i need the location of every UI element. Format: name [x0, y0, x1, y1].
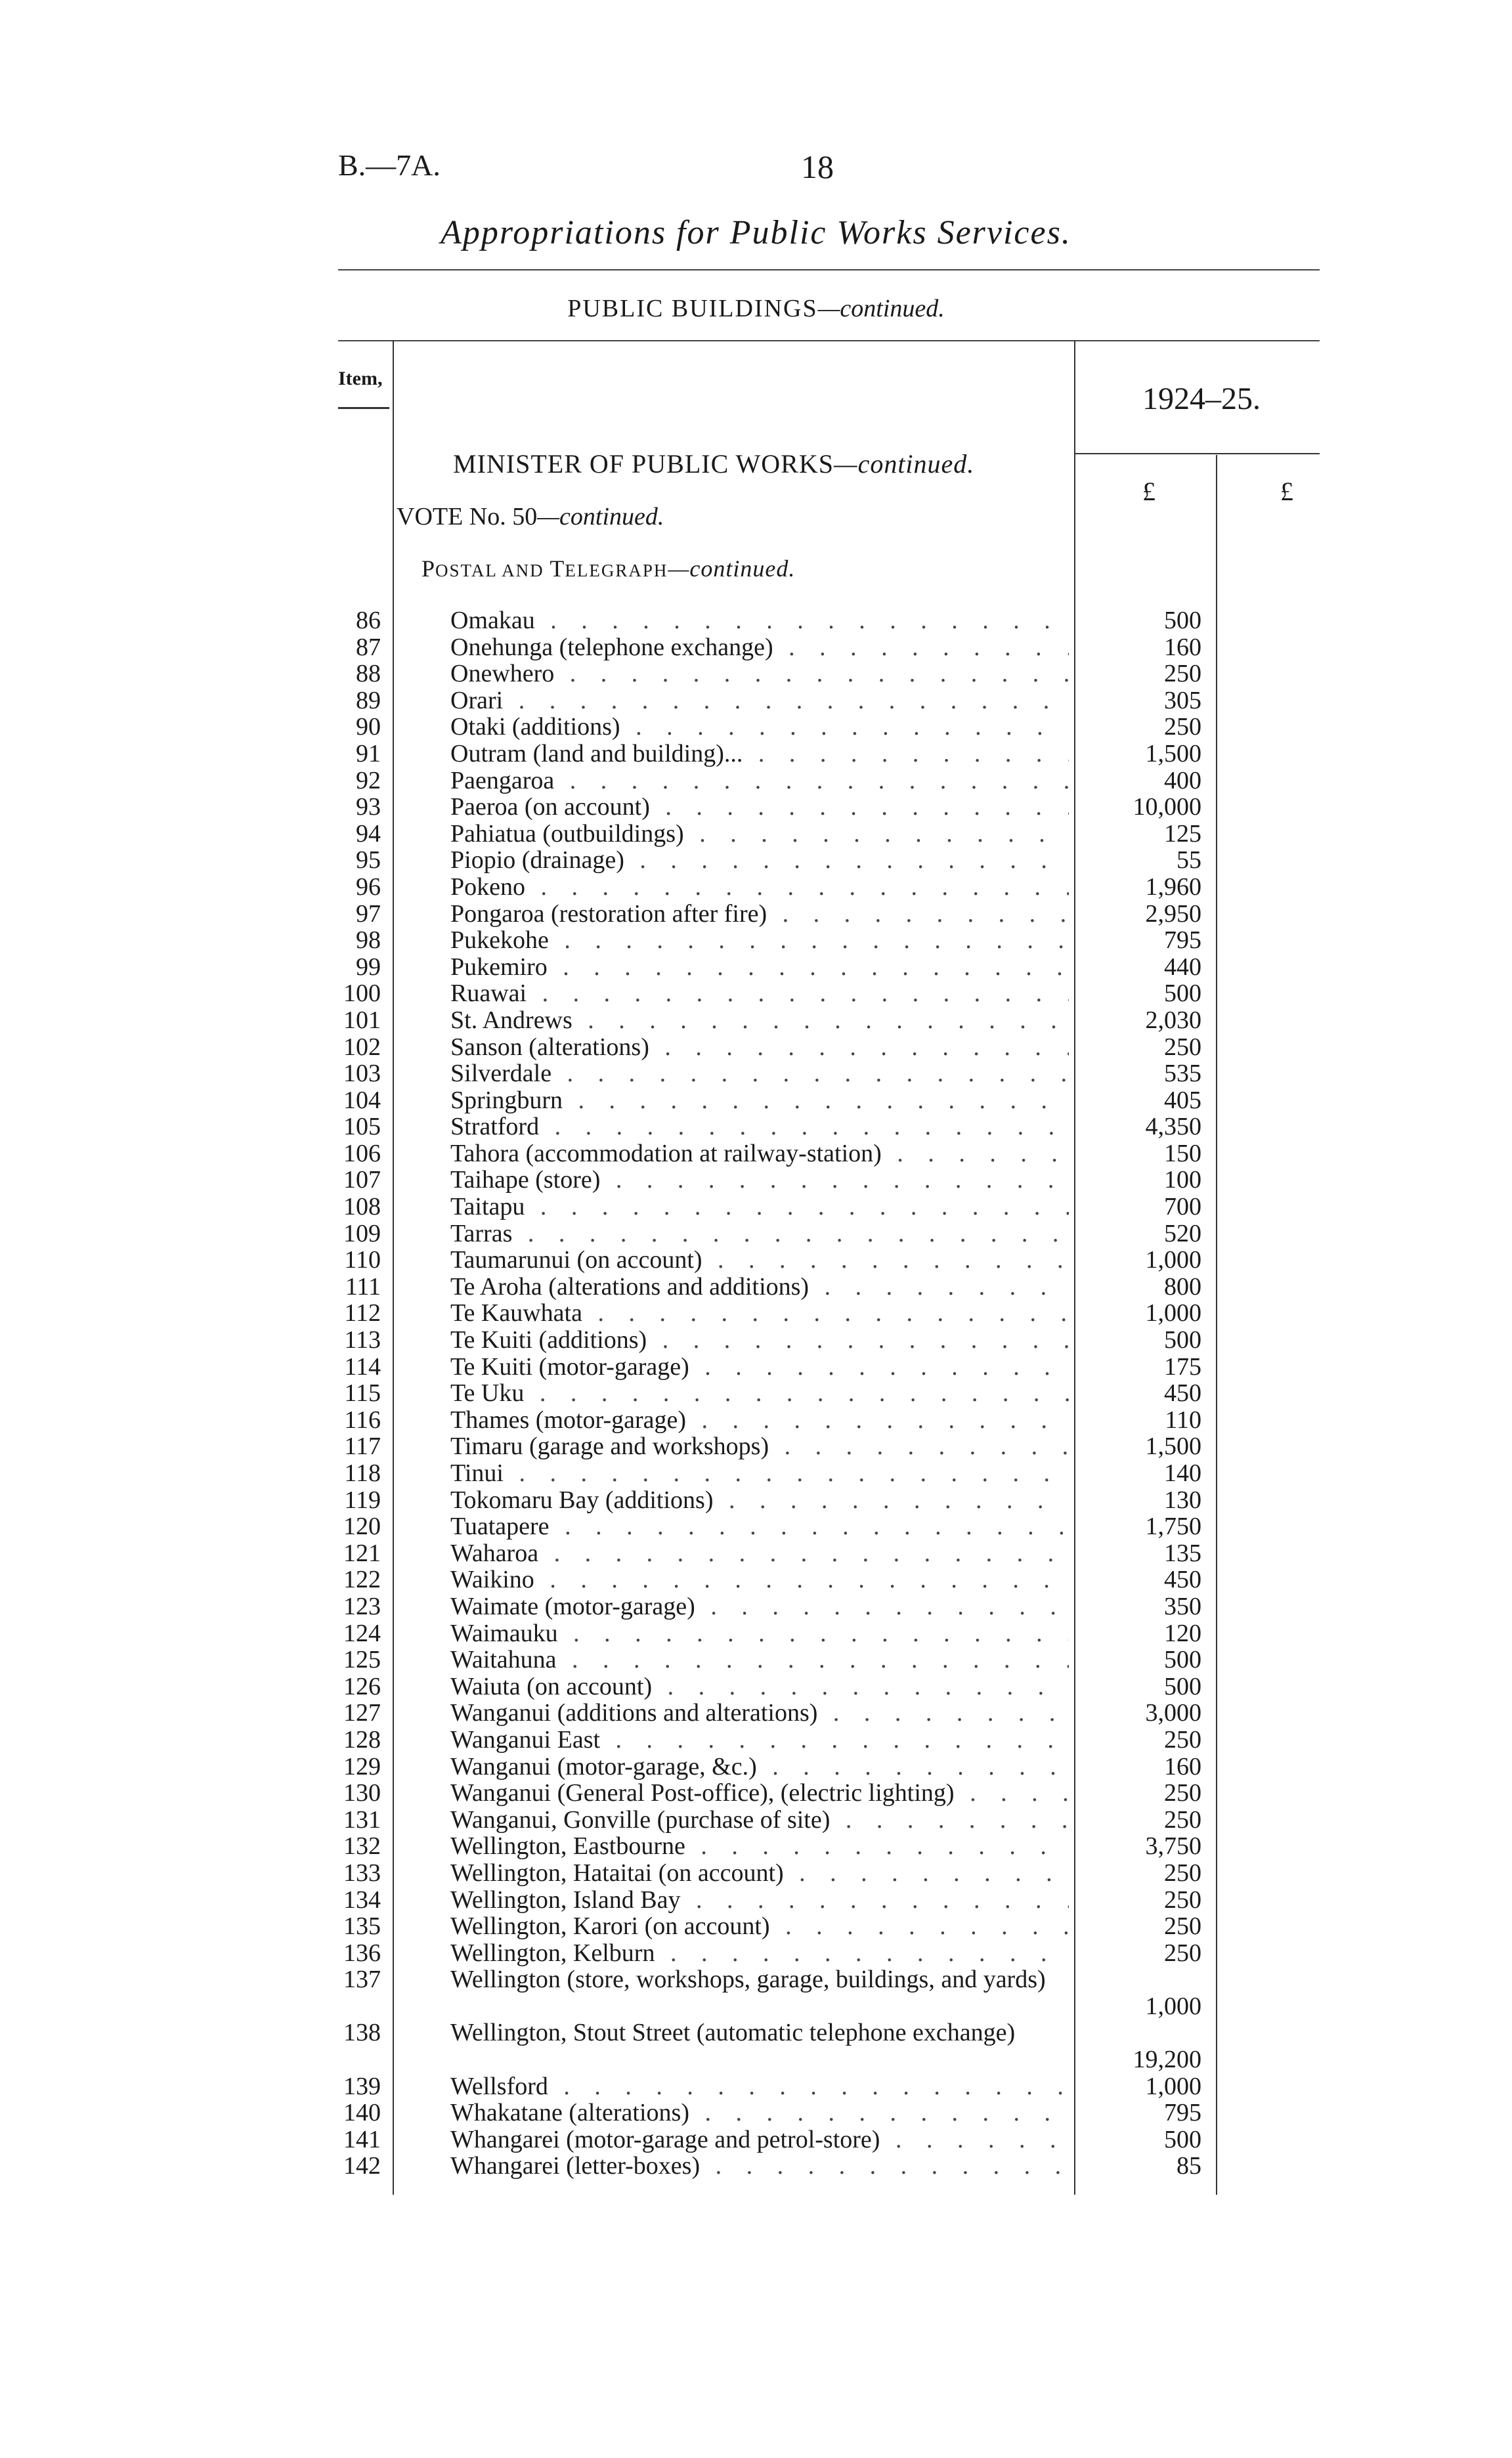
table-row [0, 1380, 1512, 1407]
table-row [0, 1220, 1512, 1247]
table-row [0, 1780, 1512, 1807]
item-number: 100 [343, 980, 381, 1008]
item-number: 111 [345, 1272, 381, 1301]
item-number: 140 [343, 2099, 381, 2127]
item-description: Wanganui (motor-garage, &c.) . . . [450, 1754, 1069, 1780]
table-row [0, 1673, 1512, 1700]
table-row [0, 1194, 1512, 1220]
item-number: 123 [343, 1592, 381, 1620]
item-amount: 1,000 [1145, 2072, 1201, 2100]
item-description: Tuatapere . . . [450, 1513, 1069, 1540]
item-amount: 250 [1164, 660, 1201, 688]
table-row [0, 927, 1512, 954]
title-rule [338, 269, 1320, 270]
item-description: Wanganui (General Post-office), (electric lighting) . . . [450, 1780, 1069, 1807]
item-number: 103 [343, 1060, 381, 1088]
item-amount: 250 [1164, 1886, 1201, 1914]
item-amount: 125 [1164, 819, 1201, 848]
item-description: Wellsford . . . [450, 2073, 1069, 2100]
item-number: 88 [356, 660, 381, 688]
item-number: 142 [343, 2152, 381, 2180]
item-amount: 700 [1164, 1193, 1201, 1221]
item-number: 95 [356, 846, 381, 874]
table-row [0, 1247, 1512, 1274]
item-description: Waiuta (on account) . . . [450, 1673, 1069, 1700]
item-number: 130 [343, 1779, 381, 1807]
item-number: 112 [344, 1299, 381, 1327]
item-description: Sanson (alterations) . . . [450, 1034, 1069, 1061]
table-row [0, 1060, 1512, 1087]
item-number: 90 [356, 713, 381, 741]
item-amount: 1,000 [1145, 1992, 1201, 2020]
item-amount: 55 [1177, 846, 1201, 874]
item-amount: 500 [1164, 980, 1201, 1008]
item-amount: 1,960 [1145, 873, 1201, 901]
item-description: Waharoa . . . [450, 1540, 1069, 1567]
table-row [0, 1327, 1512, 1354]
item-description: Wanganui East . . . [450, 1727, 1069, 1754]
item-description: Tahora (accommodation at railway-station) . . . [450, 1140, 1069, 1167]
item-description: Te Aroha (alterations and additions) . . . [450, 1274, 1069, 1301]
table-row [0, 874, 1512, 901]
table-row [0, 1540, 1512, 1567]
table-row [0, 1940, 1512, 1967]
item-description: Otaki (additions) . . . [450, 714, 1069, 741]
item-description: Waimate (motor-garage) . . . [450, 1593, 1069, 1620]
item-header-underline [338, 407, 389, 409]
item-number: 122 [343, 1566, 381, 1594]
item-amount: 1,500 [1145, 1433, 1201, 1461]
item-amount: 85 [1177, 2152, 1201, 2180]
item-description: Tinui . . . [450, 1460, 1069, 1487]
item-number: 92 [356, 766, 381, 794]
item-description: Waimauku . . . [450, 1620, 1069, 1647]
item-description: Tokomaru Bay (additions) . . . [450, 1487, 1069, 1514]
table-row [0, 1354, 1512, 1381]
minister-heading: MINISTER OF PUBLIC WORKS—continued. [453, 449, 975, 479]
table-row [0, 1274, 1512, 1301]
page-number: 18 [801, 148, 834, 185]
table-row [0, 1140, 1512, 1167]
item-number: 126 [343, 1672, 381, 1700]
table-top-rule [338, 340, 1320, 341]
table-row [0, 954, 1512, 981]
item-description: Taitapu . . . [450, 1194, 1069, 1220]
item-amount: 795 [1164, 2099, 1201, 2127]
item-amount: 4,350 [1145, 1113, 1201, 1141]
year-rule [1074, 453, 1320, 454]
table-row [0, 1593, 1512, 1620]
item-number: 87 [356, 633, 381, 661]
item-amount: 250 [1164, 1805, 1201, 1834]
item-amount: 130 [1164, 1486, 1201, 1514]
item-description: Stratford . . . [450, 1113, 1069, 1140]
item-number: 96 [356, 873, 381, 901]
item-amount: 160 [1164, 633, 1201, 661]
item-number: 129 [343, 1752, 381, 1780]
table-row [0, 821, 1512, 848]
table-row [0, 634, 1512, 661]
item-number: 136 [343, 1939, 381, 1967]
table-row [0, 1913, 1512, 1940]
item-description: Pukekohe . . . [450, 927, 1069, 954]
item-amount: 250 [1164, 1779, 1201, 1807]
item-description: Orari . . . [450, 687, 1069, 714]
item-number: 94 [356, 819, 381, 848]
item-description: Te Kuiti (additions) . . . [450, 1327, 1069, 1354]
item-amount: 250 [1164, 1033, 1201, 1061]
item-number: 98 [356, 926, 381, 955]
item-description: Piopio (drainage) . . . [450, 847, 1069, 874]
item-amount: 440 [1164, 953, 1201, 981]
item-amount: 3,000 [1145, 1699, 1201, 1727]
item-number: 125 [343, 1646, 381, 1674]
table-row [0, 741, 1512, 767]
table-row [0, 2126, 1512, 2153]
table-row [0, 1887, 1512, 1914]
item-amount: 400 [1164, 766, 1201, 794]
item-description: Waitahuna . . . [450, 1647, 1069, 1673]
item-description: Whakatane (alterations) . . . [450, 2100, 1069, 2126]
item-description: Wellington, Karori (on account) . . . [450, 1913, 1069, 1940]
item-description: Pahiatua (outbuildings) . . . [450, 821, 1069, 848]
item-amount: 250 [1164, 1859, 1201, 1887]
item-amount: 500 [1164, 1326, 1201, 1354]
item-description: Pukemiro . . . [450, 954, 1069, 981]
item-number: 104 [343, 1086, 381, 1114]
item-amount: 795 [1164, 926, 1201, 955]
item-number: 102 [343, 1033, 381, 1061]
item-number: 138 [343, 2019, 381, 2047]
item-number: 107 [343, 1166, 381, 1194]
item-amount: 160 [1164, 1752, 1201, 1780]
item-number: 110 [344, 1246, 381, 1274]
item-description: St. Andrews . . . [450, 1007, 1069, 1034]
item-number: 115 [344, 1379, 381, 1408]
item-number: 141 [343, 2125, 381, 2153]
item-number: 108 [343, 1193, 381, 1221]
item-number: 124 [343, 1619, 381, 1647]
item-number: 97 [356, 899, 381, 928]
item-amount: 135 [1164, 1539, 1201, 1567]
currency-header-1: £ [1142, 477, 1156, 506]
section-heading: PUBLIC BUILDINGS—continued. [567, 295, 945, 322]
item-amount: 1,000 [1145, 1246, 1201, 1274]
table-row [0, 2100, 1512, 2126]
table-row [0, 1113, 1512, 1140]
item-amount: 500 [1164, 607, 1201, 634]
item-description: Whangarei (letter-boxes) . . . [450, 2153, 1069, 2180]
table-row [0, 2153, 1512, 2180]
table-row [0, 847, 1512, 874]
item-description: Taumarunui (on account) . . . [450, 1247, 1069, 1274]
document-reference: B.—7A. [338, 148, 441, 182]
item-amount: 3,750 [1145, 1832, 1201, 1861]
item-number: 105 [343, 1113, 381, 1141]
item-description: Thames (motor-garage) . . . [450, 1407, 1069, 1434]
item-amount: 305 [1164, 686, 1201, 714]
item-description: Tarras . . . [450, 1220, 1069, 1247]
item-number: 120 [343, 1513, 381, 1541]
item-amount: 250 [1164, 1725, 1201, 1754]
subsection-heading: POSTAL AND TELEGRAPH—continued. [421, 555, 796, 582]
table-row [0, 687, 1512, 714]
item-description: Pongaroa (restoration after fire) . . . [450, 901, 1069, 928]
table-row [0, 714, 1512, 741]
table-row [0, 1620, 1512, 1647]
item-number: 121 [343, 1539, 381, 1567]
item-description: Wellington, Stout Street (automatic telephone exchange) [450, 2019, 1016, 2047]
table-row [0, 607, 1512, 634]
table-row [0, 2019, 1512, 2073]
item-amount: 405 [1164, 1086, 1201, 1114]
item-number: 101 [343, 1006, 381, 1034]
table-row [0, 1727, 1512, 1754]
item-description: Wellington, Island Bay . . . [450, 1887, 1069, 1914]
item-amount: 350 [1164, 1592, 1201, 1620]
item-amount: 520 [1164, 1219, 1201, 1247]
item-number: 91 [356, 739, 381, 767]
item-amount: 19,200 [1133, 2046, 1201, 2074]
item-number: 86 [356, 607, 381, 634]
table-row [0, 1700, 1512, 1727]
item-number: 134 [343, 1886, 381, 1914]
table-row [0, 767, 1512, 794]
table-row [0, 794, 1512, 821]
page-title: Appropriations for Public Works Services. [441, 214, 1071, 251]
item-number: 117 [344, 1433, 381, 1461]
item-number: 93 [356, 793, 381, 821]
item-description: Wellington, Eastbourne . . . [450, 1833, 1069, 1860]
table-row [0, 1566, 1512, 1593]
item-description: Te Uku . . . [450, 1380, 1069, 1407]
item-amount: 500 [1164, 1672, 1201, 1700]
item-description: Waikino . . . [450, 1566, 1069, 1593]
item-number: 131 [343, 1805, 381, 1834]
item-amount: 535 [1164, 1060, 1201, 1088]
item-amount: 1,500 [1145, 739, 1201, 767]
item-description: Wellington, Kelburn . . . [450, 1940, 1069, 1967]
table-row [0, 1860, 1512, 1887]
item-amount: 800 [1164, 1272, 1201, 1301]
item-number: 135 [343, 1912, 381, 1941]
item-amount: 250 [1164, 1912, 1201, 1941]
item-description: Onewhero . . . [450, 660, 1069, 687]
table-row [0, 1407, 1512, 1434]
item-description: Timaru (garage and workshops) . . . [450, 1433, 1069, 1460]
item-description: Omakau . . . [450, 607, 1069, 634]
item-amount: 100 [1164, 1166, 1201, 1194]
item-amount: 110 [1165, 1406, 1201, 1434]
item-number: 119 [344, 1486, 381, 1514]
table-row [0, 1833, 1512, 1860]
item-description: Te Kauwhata . . . [450, 1300, 1069, 1327]
item-amount: 2,030 [1145, 1006, 1201, 1034]
item-amount: 500 [1164, 2125, 1201, 2153]
item-number: 137 [343, 1966, 381, 1994]
item-amount: 120 [1164, 1619, 1201, 1647]
item-amount: 140 [1164, 1459, 1201, 1487]
item-number: 113 [344, 1326, 381, 1354]
item-amount: 175 [1164, 1352, 1201, 1381]
table-row [0, 1754, 1512, 1780]
item-amount: 2,950 [1145, 899, 1201, 928]
item-number: 116 [344, 1406, 381, 1434]
item-amount: 450 [1164, 1566, 1201, 1594]
item-number: 133 [343, 1859, 381, 1887]
table-row [0, 1460, 1512, 1487]
item-description: Wellington (store, workshops, garage, buildings, and yards) [450, 1966, 1046, 1993]
item-amount: 450 [1164, 1379, 1201, 1408]
item-description: Silverdale . . . [450, 1060, 1069, 1087]
item-description: Onehunga (telephone exchange) . . . [450, 634, 1069, 661]
item-description: Taihape (store) . . . [450, 1167, 1069, 1194]
item-number: 114 [344, 1352, 381, 1381]
item-number: 132 [343, 1832, 381, 1861]
item-amount: 1,750 [1145, 1513, 1201, 1541]
item-number: 127 [343, 1699, 381, 1727]
item-description: Outram (land and building)... . . . [450, 741, 1069, 767]
year-header: 1924–25. [1142, 381, 1261, 416]
item-description: Springburn . . . [450, 1087, 1069, 1114]
item-description: Wanganui (additions and alterations) . . . [450, 1700, 1069, 1727]
table-row [0, 2073, 1512, 2100]
item-amount: 150 [1164, 1139, 1201, 1167]
table-row [0, 980, 1512, 1007]
item-number: 109 [343, 1219, 381, 1247]
item-amount: 10,000 [1133, 793, 1201, 821]
item-description: Ruawai . . . [450, 980, 1069, 1007]
table-row [0, 1034, 1512, 1061]
item-amount: 250 [1164, 713, 1201, 741]
table-row [0, 1007, 1512, 1034]
table-row [0, 1087, 1512, 1114]
item-description: Te Kuiti (motor-garage) . . . [450, 1354, 1069, 1381]
appropriations-table [0, 607, 1512, 2180]
item-column-header: Item, [338, 368, 383, 389]
table-row [0, 660, 1512, 687]
item-description: Wanganui, Gonville (purchase of site) . . . [450, 1807, 1069, 1834]
table-row [0, 1300, 1512, 1327]
table-row [0, 1647, 1512, 1673]
table-row [0, 1966, 1512, 2019]
item-description: Pokeno . . . [450, 874, 1069, 901]
item-amount: 500 [1164, 1646, 1201, 1674]
item-amount: 250 [1164, 1939, 1201, 1967]
item-number: 99 [356, 953, 381, 981]
currency-header-2: £ [1280, 477, 1293, 506]
item-description: Whangarei (motor-garage and petrol-store) . . . [450, 2126, 1069, 2153]
table-row [0, 901, 1512, 928]
table-row [0, 1513, 1512, 1540]
item-amount: 1,000 [1145, 1299, 1201, 1327]
item-number: 128 [343, 1725, 381, 1754]
item-number: 106 [343, 1139, 381, 1167]
table-row [0, 1487, 1512, 1514]
item-description: Wellington, Hataitai (on account) . . . [450, 1860, 1069, 1887]
item-number: 139 [343, 2072, 381, 2100]
table-row [0, 1167, 1512, 1194]
item-description: Paeroa (on account) . . . [450, 794, 1069, 821]
item-number: 118 [344, 1459, 381, 1487]
item-number: 89 [356, 686, 381, 714]
table-row [0, 1433, 1512, 1460]
vote-heading: VOTE No. 50—continued. [397, 503, 664, 530]
item-description: Paengaroa . . . [450, 767, 1069, 794]
table-row [0, 1807, 1512, 1834]
